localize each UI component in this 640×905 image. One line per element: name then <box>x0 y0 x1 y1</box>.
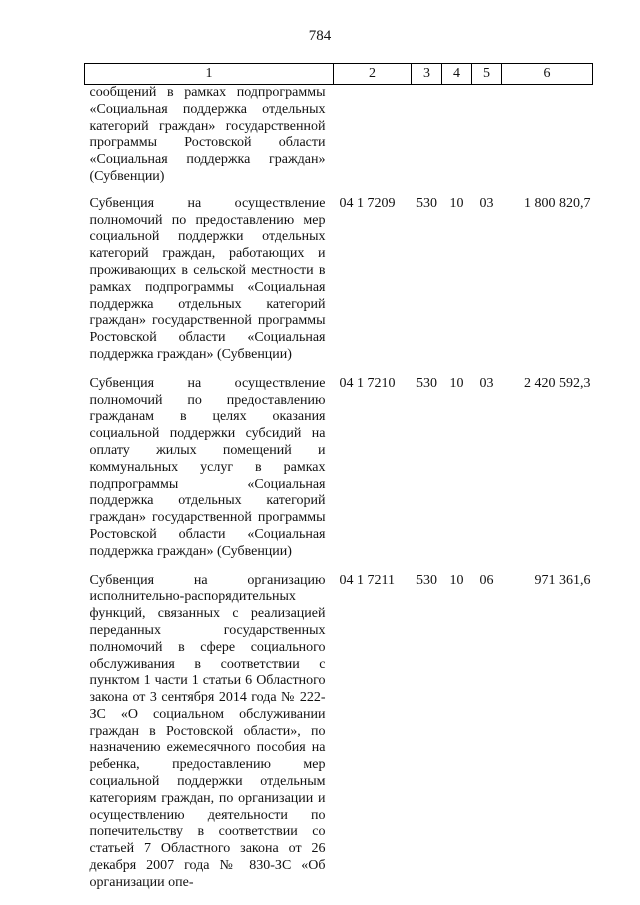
row-description: Субвенция на осуществление полномочий по предоставлению гражданам в целях оказания социальной поддержки субсидий на оплату жилых помещений и коммунальных услуг в рамках подпрограммы «Социальная поддержка отдельных категорий граждан» государственной программы Ростовской области «Социальная поддержка граждан» (Субвенции) <box>89 375 326 559</box>
header-col-5: 5 <box>472 64 502 85</box>
table-row <box>85 85 593 196</box>
row-amount: 1 800 820,7 <box>524 195 591 211</box>
row-code <box>334 85 412 196</box>
row-subsection: 03 <box>479 195 494 211</box>
table-header-row <box>85 64 593 85</box>
row-section: 10 <box>449 375 464 391</box>
header-col-6: 6 <box>502 64 593 85</box>
row-description: сообщений в рамках подпрограммы «Социальная поддержка отдельных категорий граждан» государственной программы Ростовской области «Социальная поддержка граждан» (Субвенции) <box>89 85 326 184</box>
row-subsection: 06 <box>479 572 494 588</box>
header-col-1: 1 <box>85 64 334 85</box>
table-row <box>85 196 593 376</box>
row-code: 04 1 7209 <box>339 195 396 211</box>
row-description: Субвенция на осуществление полномочий по предоставлению мер социальной поддержки отдельных категорий граждан, работающих и проживающих в сельской местности в рамках подпрограммы «Социальная поддержка отдельных категорий граждан» государственной программы Ростовской области «Социальная поддержка граждан» (Субвенции) <box>89 195 326 362</box>
header-col-3: 3 <box>412 64 442 85</box>
row-type: 530 <box>416 375 437 391</box>
header-col-2: 2 <box>334 64 412 85</box>
row-type <box>412 85 442 196</box>
row-type: 530 <box>416 572 437 588</box>
row-code: 04 1 7210 <box>339 375 396 391</box>
row-code: 04 1 7211 <box>339 572 395 588</box>
row-section: 10 <box>449 195 464 211</box>
row-amount: 971 361,6 <box>534 572 591 588</box>
row-section: 10 <box>449 572 464 588</box>
row-subsection <box>472 85 502 196</box>
row-description: Субвенция на организацию исполнительно-распорядительных функций, связанных с реализацией переданных государственных полномочий в сфере социального обслуживания в соответствии с пунктом 1 части 1 статьи 6 Областного закона от 3 сентября 2014 года № 222-ЗС «О социальном обслуживании граждан в Ростовской области», по назначению ежемесячного пособия на ребенка, предоставлению мер социальной поддержки отдельным категориям граждан, по организации и осуществлению деятельности по попечительству в соответствии со статьей 7 Областного закона от 26 декабря 2007 года № 830-ЗС «Об организации опе- <box>89 572 326 890</box>
row-subsection: 03 <box>479 375 494 391</box>
table-row <box>85 573 593 904</box>
row-section <box>442 85 472 196</box>
row-amount: 2 420 592,3 <box>524 375 591 391</box>
page-number: 784 <box>308 28 332 44</box>
header-col-4: 4 <box>442 64 472 85</box>
table-row <box>85 376 593 573</box>
budget-table <box>84 63 593 904</box>
row-type: 530 <box>416 195 437 211</box>
row-amount <box>502 85 593 196</box>
